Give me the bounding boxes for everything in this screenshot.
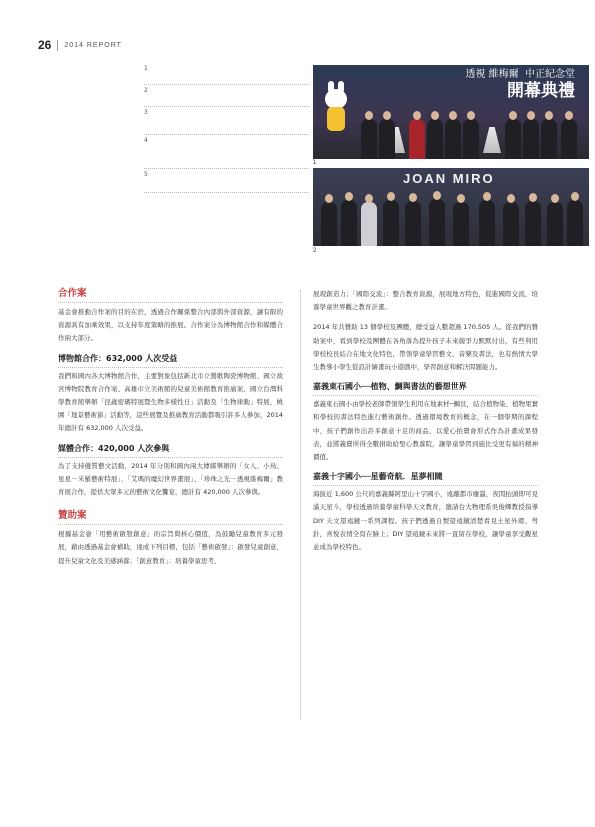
photo-caption — [144, 109, 314, 137]
photo-banner-text — [465, 69, 575, 101]
banner-line: 中正紀念堂 — [525, 69, 575, 80]
sponsorship-stats: 2014 年共贊助 13 個學校及團體，總受益人數超過 170,505 人。從我們的贊助案中，看到學校及團體在各角落為提升孩子未來競爭力默默付出，有些利用學校校長結合在地文化特色，帶領學童學習藝文、音樂及書法，也有熱情大學生教導小學生從設計繪畫玩小遊戲中，學習創意和解決問題能力。 — [313, 323, 538, 372]
caption-divider — [144, 106, 309, 107]
media-body: 為了支持優質藝文活動，2014 年分別和國內兩大傳媒舉辦的「女人、小鳥、星星－米羅藝術特展」、「艾瑪的魔幻世界畫展」、「珍珠之光－透視維梅爾」教育展合作，提供大眾多元的藝術文化饗宴，總計有 420,000 人次參與。 — [58, 461, 283, 497]
cooperation-intro: 基金會推動合作案的目的在於，透過合作關係整合內部與外部資源，讓有限的資源具有加乘效果，以支持年度策略的推展。合作案分為博物館合作和媒體合作兩大部分。 — [58, 308, 283, 343]
sponsorship-continued: 展現創造力；「國際交流」：整合教育資源，展現地方特色，促進國際交流，培養學童世界觀之教育計畫。 — [313, 290, 538, 312]
dongshi-body: 嘉義東石國小由學校老師帶領學生利用在地素材─鯛貝，結合植物染、植物果實和學校的書法特色進行藝術創作。透過環境教育的概念，在一個學期的課程中，孩子們創作出許多創意十足的商品，以愛心拍賣會形式作為計畫成果發表，並將義賣所得全數捐助給聖心教養院，讓學童學習到施比受更有福的精神價值。 — [313, 400, 538, 462]
section-title-cooperation: 合作案 — [58, 288, 283, 303]
photo-banner-text: JOAN MIRO — [403, 171, 495, 186]
photo-opening-ceremony — [313, 65, 589, 159]
photo-number: 1 — [313, 160, 317, 166]
caption-number: 1 — [144, 65, 148, 72]
header-divider — [57, 40, 58, 51]
section-title-sponsorship: 贊助案 — [58, 510, 283, 525]
people-group — [313, 190, 589, 246]
subsection-title-media: 媒體合作：420,000 人次參與 — [58, 443, 283, 458]
report-label: 2014 REPORT — [64, 41, 122, 49]
caption-divider — [144, 192, 309, 193]
caption-number: 3 — [144, 109, 148, 116]
subsection-title-museum: 博物館合作：632,000 人次受益 — [58, 353, 283, 368]
caption-divider — [144, 134, 309, 135]
page-number: 26 — [38, 38, 52, 52]
subsection-title-shizi: 嘉義十字國小──星藝奇航．星夢相隨 — [313, 471, 538, 486]
caption-divider — [144, 168, 309, 169]
shizi-body: 海拔近 1,600 公尺的嘉義縣阿里山十字國小，遠離都市塵囂，夜間抬頭即可見滿天星斗，學校透過培養學童科學天文教育，邀請台大物理系吳俊輝教授指導 DIY 天文望遠鏡一系列課程。孩子們透過自製望遠鏡清楚看見土星外環、彗針，喜悅表情全寫在臉上；DIY 望遠鏡未來將一直留在學校，讓學童享受觀星並成為學校特色。 — [313, 490, 538, 552]
banner-line: 透視 維梅爾 — [465, 69, 519, 80]
page-header — [38, 38, 122, 52]
photo-number: 2 — [313, 248, 317, 254]
museum-body: 我們和國內各大博物館合作，主要對象包括新北市立鶯歌陶瓷博物館、國立故宮博物院教育合作案、高雄市立美術館的兒童美術館教育推廣案、國立台灣科學教育館舉辦「昆蟲密碼特展暨生物多樣性日」活動及「生物律動」特展，桃園「地景藝術節」活動等，這些展覽及推廣教育活動都吸引許多人參加，2014 年總計有 632,000 人次受益。 — [58, 371, 283, 433]
caption-number: 5 — [144, 171, 148, 178]
caption-number: 4 — [144, 137, 148, 144]
right-column — [313, 288, 538, 561]
column-divider — [300, 290, 301, 720]
people-group — [313, 111, 589, 159]
sponsorship-body: 根據基金會「用藝術啟發創意」的宗旨與核心價值，為鼓勵兒童教育多元發展，藉由透過基金會補助，達成下列目標，包括「藝術啟發」：啟發兒童創意，提升兒童文化及美感涵養；「創意教育」：培養學童思考、 — [58, 530, 283, 565]
photo-miro-event — [313, 168, 589, 246]
subsection-title-dongshi: 嘉義東石國小──植物、鯛與書法的藝想世界 — [313, 381, 538, 396]
banner-headline: 開幕典禮 — [507, 81, 575, 101]
photo-caption — [144, 137, 317, 171]
caption-number: 2 — [144, 87, 148, 94]
photo-caption — [144, 171, 314, 193]
caption-divider — [144, 84, 309, 85]
left-column — [58, 288, 283, 575]
